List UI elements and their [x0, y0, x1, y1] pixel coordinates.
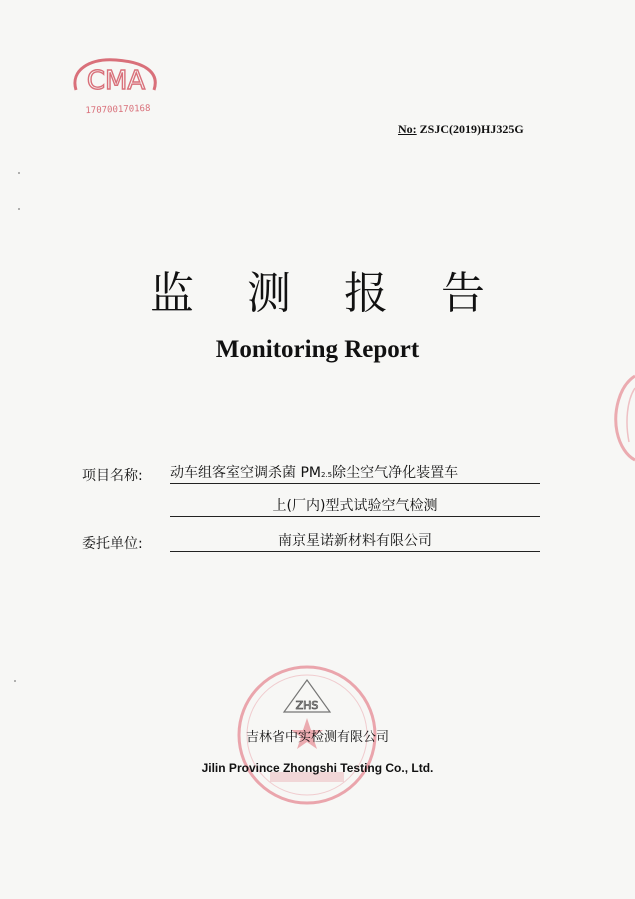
cma-letters: CMA: [86, 66, 146, 96]
report-number-value: ZSJC(2019)HJ325G: [419, 122, 524, 136]
scan-speck: [14, 680, 16, 682]
seal-logo: ZHS: [295, 699, 319, 712]
edge-stamp-fragment: [605, 372, 635, 462]
report-number: [398, 122, 524, 137]
title-english: Monitoring Report: [215, 336, 420, 363]
title-char: 报: [344, 268, 388, 319]
title-chinese: [150, 268, 485, 319]
cma-number: 170700170168: [85, 103, 151, 117]
project-name-line2: 上(厂内)型式试验空气检测: [170, 496, 540, 517]
project-name-main: 动车组客室空调杀菌 PM: [170, 465, 321, 481]
project-name-rest: 除尘空气净化装置车: [332, 465, 459, 481]
cma-stamp: [66, 56, 166, 126]
report-number-sign: No:: [398, 122, 417, 136]
company-name-english: Jilin Province Zhongshi Testing Co., Ltd.: [201, 761, 434, 775]
client-name: 南京星诺新材料有限公司: [170, 531, 540, 552]
title-char: 告: [441, 268, 485, 319]
company-name-chinese: 吉林省中实检测有限公司: [245, 730, 389, 745]
scan-speck: [18, 208, 20, 210]
project-name-line1: [170, 463, 540, 484]
title-char: 监: [150, 268, 194, 319]
project-name-subscript: 2.5: [320, 471, 333, 479]
client-label: 委托单位:: [82, 536, 143, 552]
scan-speck: [18, 172, 20, 174]
title-char: 测: [247, 268, 291, 319]
project-label: 项目名称:: [82, 468, 143, 484]
